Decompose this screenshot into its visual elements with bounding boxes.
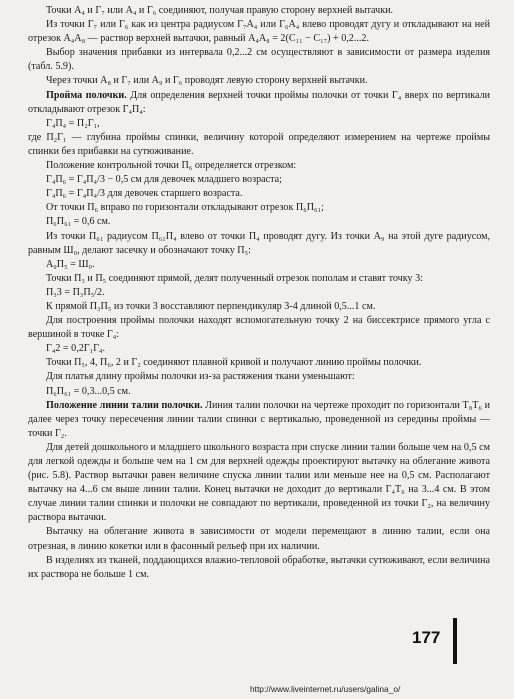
- paragraph: [28, 18, 490, 46]
- page-number: 177: [412, 628, 441, 647]
- paragraph: [28, 187, 490, 201]
- paragraph: [28, 173, 490, 187]
- paragraph: [28, 46, 490, 74]
- paragraph-text: Для платья длину проймы полочки из-за растяжения ткани уменьшают:: [46, 371, 355, 383]
- paragraph-text: Положение контрольной точки П₆ определяется отрезком:: [46, 160, 297, 172]
- paragraph: [28, 117, 490, 131]
- paragraph-text: К прямой П₃П₅ из точки 3 восставляют перпендикуляр 3-4 длиной 0,5...1 см.: [46, 300, 376, 312]
- paragraph: [28, 441, 490, 526]
- paragraph-text: Линия талии полочки на чертеже проходит по горизонтали Т₈Т₆ и далее через точку пересечения линии талии спинки с вертикалью, проведенной из середины проймы — точки Г₂.: [28, 399, 490, 439]
- paragraph: [28, 525, 490, 553]
- paragraph-text: П₃3 = П₃П₅/2.: [46, 286, 105, 298]
- paragraph: [28, 230, 490, 258]
- page-body: [28, 4, 490, 582]
- paragraph-text: Для построения проймы полочки находят вспомогательную точку 2 на биссектрисе прямого угла с вершиной в точке Г₄:: [28, 315, 490, 341]
- paragraph: [28, 215, 490, 229]
- paragraph-text: A₉П₅ = Ш₀.: [46, 258, 95, 270]
- paragraph: [28, 385, 490, 399]
- paragraph: [28, 201, 490, 215]
- paragraph-text: В изделиях из тканей, поддающихся влажно-тепловой обработке, вытачки сутюживают, если величина их раствора не больше 1 см.: [28, 554, 490, 580]
- paragraph: [28, 74, 490, 88]
- page-number-bar: [453, 618, 457, 664]
- paragraph-text: Вытачку на облегание живота в зависимости от модели перемещают в линию талии, если она отрезная, в линию кокетки или в фасонный рельеф при их наличии.: [28, 526, 490, 552]
- paragraph-text: П₆П₆₁ = 0,6 см.: [46, 216, 111, 228]
- paragraph-text: Точки П₅, 4, П₆, 2 и Г₂ соединяют плавной кривой и получают линию проймы полочки.: [46, 357, 422, 369]
- paragraph-text: Г₄2 = 0,2Г₁Г₄.: [46, 343, 105, 355]
- paragraph: [28, 356, 490, 370]
- paragraph-text: Из точки Г₇ или Г₆ как из центра радиусом Г₇A₄ или Г₆A₄ влево проводят дугу и откладывают на ней отрезок A₄A₈ — раствор верхней вытачки, равный A₄A₈ = 2(C₁₁ − C₁₇) + 0,2...2.: [28, 19, 490, 45]
- paragraph: [28, 314, 490, 342]
- paragraph: [28, 89, 490, 117]
- paragraph-text: Точки A₄ и Г₇ или A₄ и Г₆ соединяют, получая правую сторону верхней вытачки.: [46, 5, 394, 16]
- paragraph: [28, 300, 490, 314]
- footer-url: http://www.liveinternet.ru/users/galina_o/: [250, 684, 401, 694]
- paragraph-text: Для детей дошкольного и младшего школьного возраста при спуске линии талии больше чем на 0,5 см для легкой одежды и больше чем на 1 см для верхней одежды проектируют вытачку на облегание живота (рис. 5.8). Раствор вытачки равен величине спуска линии талии или меньше нее на 0,5 см. Располагают вытачку на 4...6 см выше линии талии. Конец вытачки не доходит до вертикали Г₄Т₆ на 3...4 см. В этом случае линии талии спинки и полочки не совпадают по вертикали, проведенной из точки Г₂, на величину раствора вытачки.: [28, 441, 490, 524]
- section-heading: Пройма полочки.: [46, 89, 127, 101]
- paragraph-text: Г₄П₄ = П₂Г₁,: [46, 117, 100, 129]
- paragraph: [28, 342, 490, 356]
- paragraph: [28, 399, 490, 441]
- paragraph: [28, 272, 490, 286]
- paragraph-text: Точки П₃ и П₅ соединяют прямой, делят полученный отрезок пополам и ставят точку 3:: [46, 272, 423, 284]
- paragraph-text: где П₂Г₁ — глубина проймы спинки, величину которой определяют измерением на чертеже проймы спинки без прибавки на сутюживание.: [28, 131, 490, 157]
- paragraph-text: Г₄П₆ = Г₄П₄/3 − 0,5 см для девочек младшего возраста;: [46, 174, 282, 186]
- paragraph-text: П₆П₆₁ = 0,3...0,5 см.: [46, 385, 131, 397]
- paragraph: [28, 554, 490, 582]
- paragraph-text: Для определения верхней точки проймы полочки от точки Г₄ вверх по вертикали откладывают отрезок Г₄П₄:: [28, 89, 491, 115]
- paragraph-text: Из точки П₆₁ радиусом П₆₁П₄ влево от точки П₄ проводят дугу. Из точки A₉ на этой дуге радиусом, равным Ш₀, делают засечку и обозначают точку П₅:: [28, 230, 490, 256]
- paragraph: [28, 370, 490, 384]
- paragraph: [28, 159, 490, 173]
- paragraph: [28, 4, 490, 18]
- section-heading: Положение линии талии полочки.: [46, 399, 203, 411]
- paragraph: [28, 286, 490, 300]
- paragraph: [28, 131, 490, 159]
- paragraph-text: Через точки A₈ и Г₇ или A₉ и Г₆ проводят левую сторону верхней вытачки.: [46, 75, 368, 87]
- paragraph-text: Г₄П₆ = Г₄П₄/3 для девочек старшего возраста.: [46, 188, 243, 200]
- paragraph-text: От точки П₆ вправо по горизонтали откладывают отрезок П₆П₆₁;: [46, 202, 324, 214]
- paragraph: [28, 258, 490, 272]
- paragraph-text: Выбор значения прибавки из интервала 0,2...2 см осуществляют в зависимости от размера изделия (табл. 5.9).: [28, 47, 490, 73]
